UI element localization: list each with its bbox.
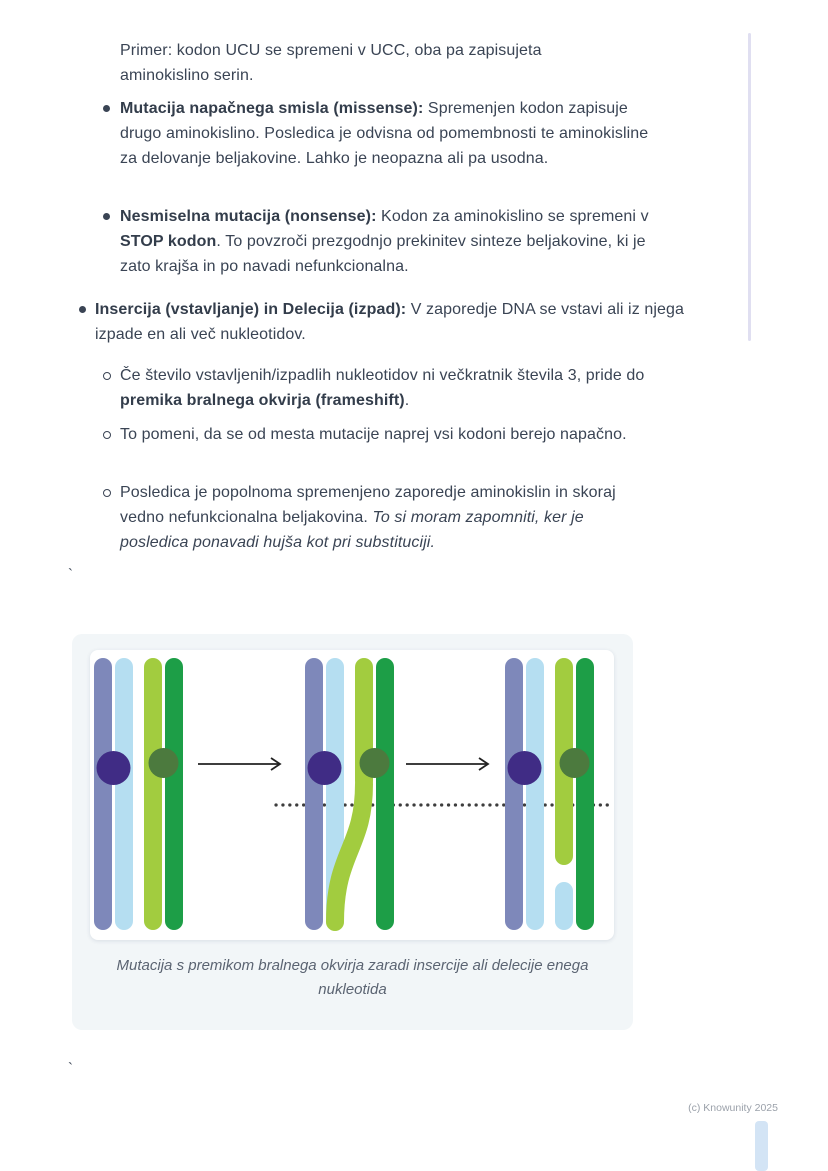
text-segment: Spremenjen kodon zapisuje drugo aminokislino. Posledica je odvisna od pomembnosti te aminokisline za delovanje beljakovine. Lahko je neopazna ali pa usodna. (120, 100, 649, 167)
text-segment: Insercija (vstavljanje) in Delecija (izpad): (95, 301, 407, 318)
bullet-disc-icon (103, 105, 110, 112)
bullet-text (120, 480, 650, 555)
text-segment: Nesmiselna mutacija (nonsense): (120, 208, 377, 225)
chromosome-illustration (90, 650, 614, 940)
text-segment: STOP kodon (120, 233, 217, 250)
right-edge-rule (748, 33, 751, 341)
bullet-missense (0, 96, 828, 171)
text-segment: Kodon za aminokislino se spremeni v (376, 208, 649, 225)
arrow-right-icon (406, 758, 488, 770)
chromatid-fragment-lightblue (555, 882, 573, 930)
chromatid-slate (305, 658, 323, 930)
chromosome-group-during (305, 658, 394, 930)
stray-backtick-mark: ` (68, 566, 73, 583)
sub-bullet-wrong-reading (0, 422, 828, 447)
chromatid-yellowgreen (144, 658, 162, 930)
centromere-purple (508, 751, 542, 785)
text-segment: To si moram zapomniti, ker je posledica ponavadi hujša kot pri substituciji. (120, 509, 584, 551)
bullet-text (120, 422, 650, 447)
chromatid-green (376, 658, 394, 930)
text-segment: . To povzroči prezgodnjo prekinitev sinteze beljakovine, ki je zato krajša in po navadi nefunkcionalna. (120, 233, 646, 275)
sub-bullet-frameshift (0, 363, 828, 413)
paragraph-text (120, 38, 580, 88)
chromatid-green (576, 658, 594, 930)
bullet-text (120, 363, 650, 413)
bullet-circle-icon (103, 489, 111, 497)
bullet-disc-icon (79, 306, 86, 313)
chromatid-green (165, 658, 183, 930)
chromosome-group-before (94, 658, 183, 930)
bullet-text (120, 204, 650, 279)
text-segment: Posledica je popolnoma spremenjeno zaporedje aminokislin in skoraj vedno nefunkcionalna beljakovina. (120, 484, 616, 526)
sub-bullet-consequence (0, 480, 828, 555)
centromere-green (560, 748, 590, 778)
centromere-purple (97, 751, 131, 785)
figure-card (72, 634, 633, 1030)
stray-backtick-mark: ` (68, 1060, 73, 1077)
bullet-circle-icon (103, 372, 111, 380)
chromatid-slate (505, 658, 523, 930)
bullet-insertion-deletion (0, 297, 828, 347)
chromatid-lightblue (115, 658, 133, 930)
arrow-right-icon (198, 758, 280, 770)
text-segment: Primer: kodon UCU se spremeni v UCC, oba pa zapisujeta aminokislino serin. (120, 42, 542, 84)
centromere-green (149, 748, 179, 778)
figure-caption: Mutacija s premikom bralnega okvirja zaradi insercije ali delecije enega nukleotida (116, 957, 589, 998)
chromatid-lightblue (526, 658, 544, 930)
text-segment: To pomeni, da se od mesta mutacije naprej vsi kodoni berejo napačno. (120, 426, 627, 443)
bullet-disc-icon (103, 213, 110, 220)
bullet-text (95, 297, 700, 347)
centromere-purple (308, 751, 342, 785)
copyright-footer: (c) Knowunity 2025 (688, 1102, 778, 1114)
text-segment: premika bralnega okvirja (frameshift) (120, 392, 405, 409)
chromosome-group-after (505, 658, 594, 930)
bullet-nonsense (0, 204, 828, 279)
bullet-circle-icon (103, 431, 111, 439)
bullet-text (120, 96, 650, 171)
scrollbar-thumb[interactable] (755, 1121, 768, 1171)
text-segment: Mutacija napačnega smisla (missense): (120, 100, 424, 117)
text-segment: V zaporedje DNA se vstavi ali iz njega izpade en ali več nukleotidov. (95, 301, 685, 343)
chromatid-slate (94, 658, 112, 930)
text-segment: . (404, 392, 410, 409)
chromosome-svg (90, 650, 614, 940)
text-segment: Če število vstavljenih/izpadlih nukleotidov ni večkratnik števila 3, pride do (120, 367, 645, 384)
centromere-green (360, 748, 390, 778)
paragraph-primer (0, 38, 828, 88)
